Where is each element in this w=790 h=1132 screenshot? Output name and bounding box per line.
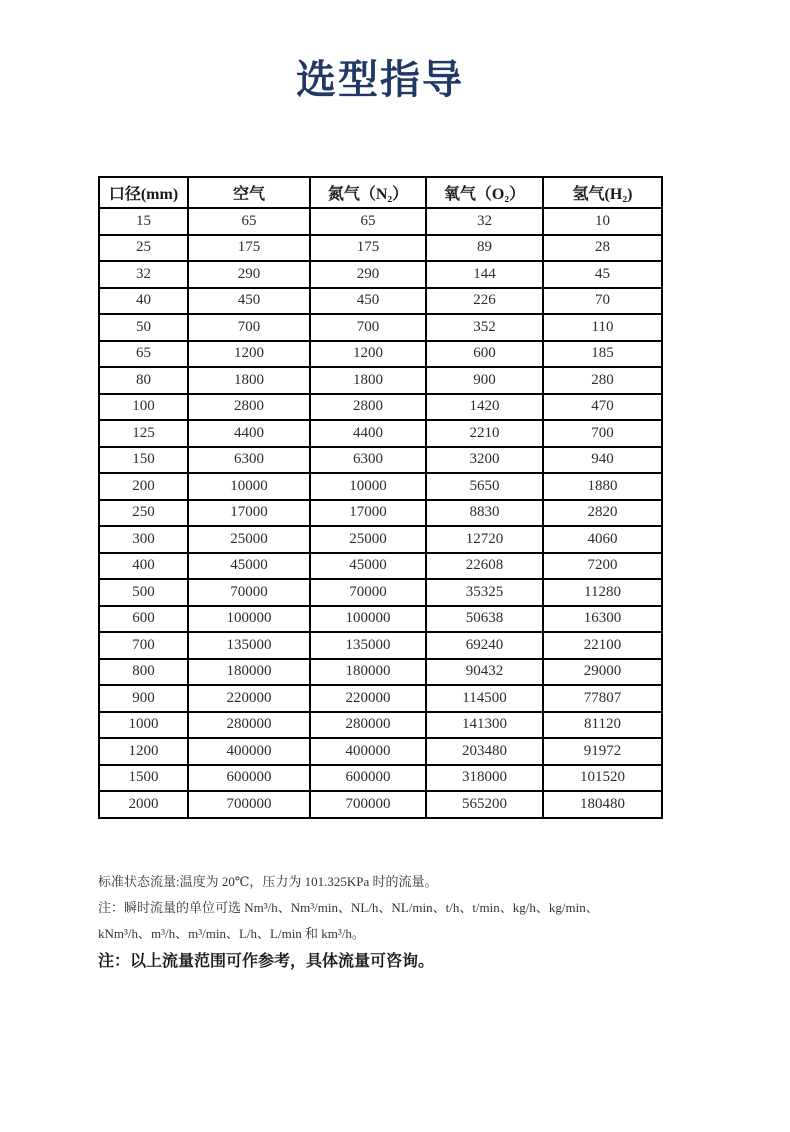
column-header-oxygen: 氧气（O₂） (426, 177, 543, 208)
table-cell: 90432 (426, 659, 543, 686)
table-cell: 40 (99, 288, 188, 315)
table-cell: 280 (543, 367, 662, 394)
page-title: 选型指导 (296, 58, 464, 102)
table-cell: 65 (310, 208, 426, 235)
table-cell: 4060 (543, 526, 662, 553)
table-cell: 101520 (543, 765, 662, 792)
table-cell: 141300 (426, 712, 543, 739)
table-cell: 69240 (426, 632, 543, 659)
table-row (99, 394, 662, 421)
table-cell: 700 (543, 420, 662, 447)
table-row (99, 606, 662, 633)
table-row (99, 659, 662, 686)
table-row (99, 712, 662, 739)
table-cell: 50638 (426, 606, 543, 633)
table-row (99, 526, 662, 553)
table-cell: 2820 (543, 500, 662, 527)
note-standard-condition: 标准状态流量:温度为 20℃，压力为 101.325KPa 时的流量。 (98, 874, 438, 889)
table-cell: 1420 (426, 394, 543, 421)
table-row (99, 738, 662, 765)
table-cell: 65 (188, 208, 310, 235)
table-cell: 4400 (188, 420, 310, 447)
table-cell: 80 (99, 367, 188, 394)
table-cell: 1000 (99, 712, 188, 739)
table-cell: 300 (99, 526, 188, 553)
table-cell: 700 (310, 314, 426, 341)
column-header-hydrogen: 氢气(H₂) (543, 177, 662, 208)
column-header-nitrogen: 氮气（N₂） (310, 177, 426, 208)
table-cell: 2800 (188, 394, 310, 421)
table-cell: 45 (543, 261, 662, 288)
table-row (99, 765, 662, 792)
table-cell: 1200 (310, 341, 426, 368)
table-cell: 32 (426, 208, 543, 235)
table-cell: 81120 (543, 712, 662, 739)
table-cell: 10000 (310, 473, 426, 500)
table-cell: 29000 (543, 659, 662, 686)
table-cell: 10 (543, 208, 662, 235)
table-cell: 6300 (310, 447, 426, 474)
table-cell: 16300 (543, 606, 662, 633)
table-row (99, 500, 662, 527)
table-cell: 700000 (188, 791, 310, 818)
table-cell: 135000 (188, 632, 310, 659)
note-units-line2: kNm³/h、m³/h、m³/min、L/h、L/min 和 km³/h。 (98, 926, 365, 941)
table-cell: 22608 (426, 553, 543, 580)
table-cell: 25000 (188, 526, 310, 553)
table-cell: 700 (99, 632, 188, 659)
table-cell: 290 (188, 261, 310, 288)
table-cell: 50 (99, 314, 188, 341)
table-cell: 400 (99, 553, 188, 580)
table-cell: 250 (99, 500, 188, 527)
table-row (99, 261, 662, 288)
table-cell: 1200 (99, 738, 188, 765)
table-cell: 2000 (99, 791, 188, 818)
table-row (99, 420, 662, 447)
table-cell: 70 (543, 288, 662, 315)
table-cell: 100000 (188, 606, 310, 633)
table-cell: 4400 (310, 420, 426, 447)
table-cell: 352 (426, 314, 543, 341)
table-cell: 150 (99, 447, 188, 474)
table-cell: 1500 (99, 765, 188, 792)
table-cell: 45000 (310, 553, 426, 580)
table-cell: 185 (543, 341, 662, 368)
note-reference: 注：以上流量范围可作参考，具体流量可咨询。 (98, 953, 435, 970)
table-cell: 5650 (426, 473, 543, 500)
table-cell: 600 (426, 341, 543, 368)
table-cell: 32 (99, 261, 188, 288)
table-cell: 175 (188, 235, 310, 262)
table-cell: 35325 (426, 579, 543, 606)
table-cell: 25 (99, 235, 188, 262)
table-cell: 1880 (543, 473, 662, 500)
table-cell: 28 (543, 235, 662, 262)
table-cell: 2800 (310, 394, 426, 421)
table-cell: 470 (543, 394, 662, 421)
table-row (99, 632, 662, 659)
table-cell: 400000 (310, 738, 426, 765)
table-cell: 10000 (188, 473, 310, 500)
table-cell: 565200 (426, 791, 543, 818)
table-cell: 7200 (543, 553, 662, 580)
table-row (99, 473, 662, 500)
table-cell: 135000 (310, 632, 426, 659)
table-row (99, 288, 662, 315)
table-cell: 450 (188, 288, 310, 315)
table-cell: 280000 (188, 712, 310, 739)
table-cell: 77807 (543, 685, 662, 712)
table-cell: 180000 (310, 659, 426, 686)
table-cell: 450 (310, 288, 426, 315)
table-cell: 3200 (426, 447, 543, 474)
table-cell: 8830 (426, 500, 543, 527)
table-cell: 22100 (543, 632, 662, 659)
table-cell: 203480 (426, 738, 543, 765)
table-cell: 318000 (426, 765, 543, 792)
table-cell: 12720 (426, 526, 543, 553)
table-cell: 70000 (188, 579, 310, 606)
table-row (99, 341, 662, 368)
table-body (99, 208, 662, 818)
table-cell: 400000 (188, 738, 310, 765)
note-units-line1: 注：瞬时流量的单位可选 Nm³/h、Nm³/min、NL/h、NL/min、t/h、t/min、kg/h、kg/min、 (98, 900, 599, 915)
table-cell: 11280 (543, 579, 662, 606)
table-cell: 15 (99, 208, 188, 235)
table-cell: 700 (188, 314, 310, 341)
table-cell: 175 (310, 235, 426, 262)
column-header-air: 空气 (188, 177, 310, 208)
table-cell: 100 (99, 394, 188, 421)
table-cell: 280000 (310, 712, 426, 739)
table-cell: 1200 (188, 341, 310, 368)
table-cell: 2210 (426, 420, 543, 447)
table-row (99, 208, 662, 235)
table-cell: 114500 (426, 685, 543, 712)
table-cell: 940 (543, 447, 662, 474)
table-cell: 600000 (310, 765, 426, 792)
table-cell: 500 (99, 579, 188, 606)
table-cell: 600 (99, 606, 188, 633)
table-cell: 220000 (310, 685, 426, 712)
table-cell: 65 (99, 341, 188, 368)
table-row (99, 685, 662, 712)
table-cell: 180000 (188, 659, 310, 686)
table-cell: 1800 (310, 367, 426, 394)
table-row (99, 314, 662, 341)
table-cell: 70000 (310, 579, 426, 606)
table-cell: 700000 (310, 791, 426, 818)
table-cell: 1800 (188, 367, 310, 394)
table-cell: 17000 (310, 500, 426, 527)
footnotes (98, 869, 718, 974)
table-cell: 290 (310, 261, 426, 288)
table-cell: 17000 (188, 500, 310, 527)
table-cell: 900 (426, 367, 543, 394)
table-cell: 91972 (543, 738, 662, 765)
table-cell: 800 (99, 659, 188, 686)
column-header-diameter: 口径(mm) (99, 177, 188, 208)
flow-rate-table (98, 176, 663, 819)
table-cell: 6300 (188, 447, 310, 474)
table-row (99, 367, 662, 394)
table-cell: 89 (426, 235, 543, 262)
table-row (99, 553, 662, 580)
table-cell: 226 (426, 288, 543, 315)
table-cell: 200 (99, 473, 188, 500)
table-cell: 144 (426, 261, 543, 288)
table-cell: 45000 (188, 553, 310, 580)
table-row (99, 791, 662, 818)
table-row (99, 579, 662, 606)
table-cell: 125 (99, 420, 188, 447)
table-cell: 220000 (188, 685, 310, 712)
table-row (99, 447, 662, 474)
table-cell: 100000 (310, 606, 426, 633)
table-row (99, 235, 662, 262)
table-cell: 180480 (543, 791, 662, 818)
table-header-row (99, 177, 662, 208)
table-cell: 110 (543, 314, 662, 341)
table-cell: 600000 (188, 765, 310, 792)
table-cell: 25000 (310, 526, 426, 553)
table-cell: 900 (99, 685, 188, 712)
